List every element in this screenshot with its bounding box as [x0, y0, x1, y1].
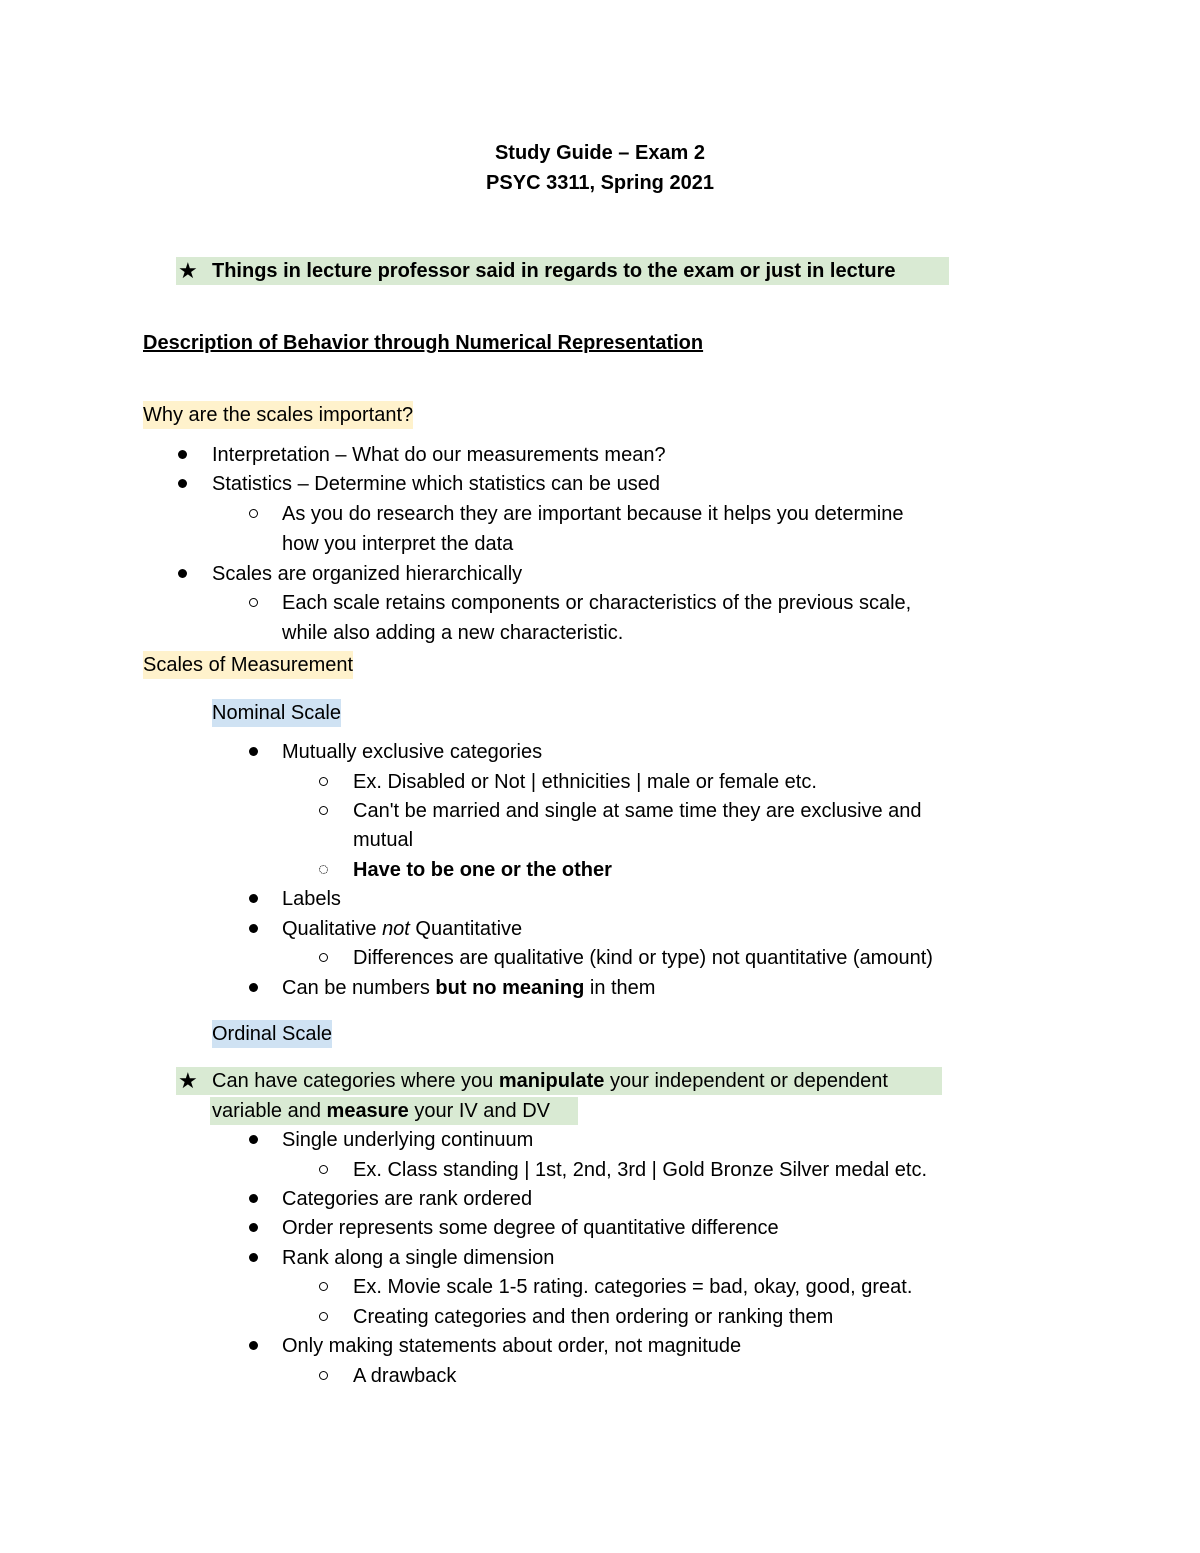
text-run: your independent or dependent: [604, 1070, 888, 1092]
list-item: As you do research they are important because it helps you determine: [282, 503, 904, 525]
circle-bullet-icon: [249, 589, 258, 617]
text-run: in them: [584, 977, 656, 999]
list-item: [282, 915, 522, 943]
text-run: variable and: [212, 1100, 327, 1122]
list-item: Single underlying continuum: [282, 1129, 534, 1151]
circle-bullet-icon: [319, 1156, 328, 1184]
page-subtitle: PSYC 3311, Spring 2021: [486, 172, 714, 194]
list-item: Categories are rank ordered: [282, 1188, 533, 1210]
list-item: [212, 1067, 888, 1095]
nominal-heading: Nominal Scale: [212, 699, 341, 727]
list-item: Ex. Disabled or Not | ethnicities | male or female etc.: [353, 771, 817, 793]
legend-text: Things in lecture professor said in regards to the exam or just in lecture: [212, 260, 896, 282]
circle-bullet-icon: [249, 500, 258, 528]
page-title: Study Guide – Exam 2: [494, 142, 706, 164]
star-icon: ★: [178, 258, 198, 283]
list-item: Rank along a single dimension: [282, 1247, 555, 1269]
list-item: Statistics – Determine which statistics can be used: [212, 473, 660, 495]
list-item-continued: mutual: [353, 829, 414, 851]
list-item-continued: how you interpret the data: [282, 533, 514, 555]
ordinal-heading: Ordinal Scale: [212, 1020, 332, 1048]
list-item: Ex. Movie scale 1-5 rating. categories = bad, okay, good, great.: [353, 1276, 913, 1298]
bullet-icon: [249, 1185, 258, 1213]
list-item: Creating categories and then ordering or ranking them: [353, 1306, 834, 1328]
bullet-icon: [249, 1126, 258, 1154]
list-item: [282, 974, 655, 1002]
circle-bullet-icon: [319, 1303, 328, 1331]
bullet-icon: [249, 915, 258, 943]
list-item: Interpretation – What do our measurements mean?: [212, 444, 666, 466]
scales-heading: Scales of Measurement: [143, 651, 353, 679]
list-item: Can't be married and single at same time they are exclusive and: [353, 800, 922, 822]
circle-bullet-icon: [319, 944, 328, 972]
bold-text: manipulate: [498, 1070, 605, 1092]
circle-bullet-icon: [319, 1362, 328, 1390]
why-heading: Why are the scales important?: [143, 401, 413, 429]
circle-bullet-icon: [319, 768, 328, 796]
text-run: Qualitative: [282, 918, 383, 940]
list-item: Only making statements about order, not magnitude: [282, 1335, 742, 1357]
list-item: Ex. Class standing | 1st, 2nd, 3rd | Gold Bronze Silver medal etc.: [353, 1159, 927, 1181]
bullet-icon: [249, 974, 258, 1002]
list-item-continued: while also adding a new characteristic.: [282, 622, 624, 644]
list-item: A drawback: [353, 1365, 457, 1387]
circle-bullet-icon: [319, 797, 328, 825]
list-item: Scales are organized hierarchically: [212, 563, 523, 585]
dotted-circle-bullet-icon: [319, 856, 328, 884]
star-icon: ★: [178, 1068, 198, 1093]
text-run: Can be numbers: [282, 977, 436, 999]
section-heading: Description of Behavior through Numerical Representation: [143, 332, 704, 354]
bullet-icon: [249, 1214, 258, 1242]
bold-text: but no meaning: [435, 977, 585, 999]
text-run: your IV and DV: [408, 1100, 550, 1122]
list-item: Have to be one or the other: [353, 859, 612, 881]
bold-text: measure: [326, 1100, 409, 1122]
list-item: Order represents some degree of quantitative difference: [282, 1217, 779, 1239]
emphasis-text: not: [382, 918, 410, 940]
text-run: Can have categories where you: [212, 1070, 499, 1092]
bullet-icon: [249, 1244, 258, 1272]
list-item: Differences are qualitative (kind or type) not quantitative (amount): [353, 947, 933, 969]
bullet-icon: [249, 885, 258, 913]
list-item: Each scale retains components or characteristics of the previous scale,: [282, 592, 912, 614]
bullet-icon: [178, 560, 187, 588]
list-item: Labels: [282, 888, 341, 910]
bullet-icon: [178, 470, 187, 498]
bullet-icon: [249, 738, 258, 766]
circle-bullet-icon: [319, 1273, 328, 1301]
list-item: Mutually exclusive categories: [282, 741, 543, 763]
bullet-icon: [178, 441, 187, 469]
text-run: Quantitative: [409, 918, 523, 940]
bullet-icon: [249, 1332, 258, 1360]
list-item-continued: [212, 1097, 550, 1125]
